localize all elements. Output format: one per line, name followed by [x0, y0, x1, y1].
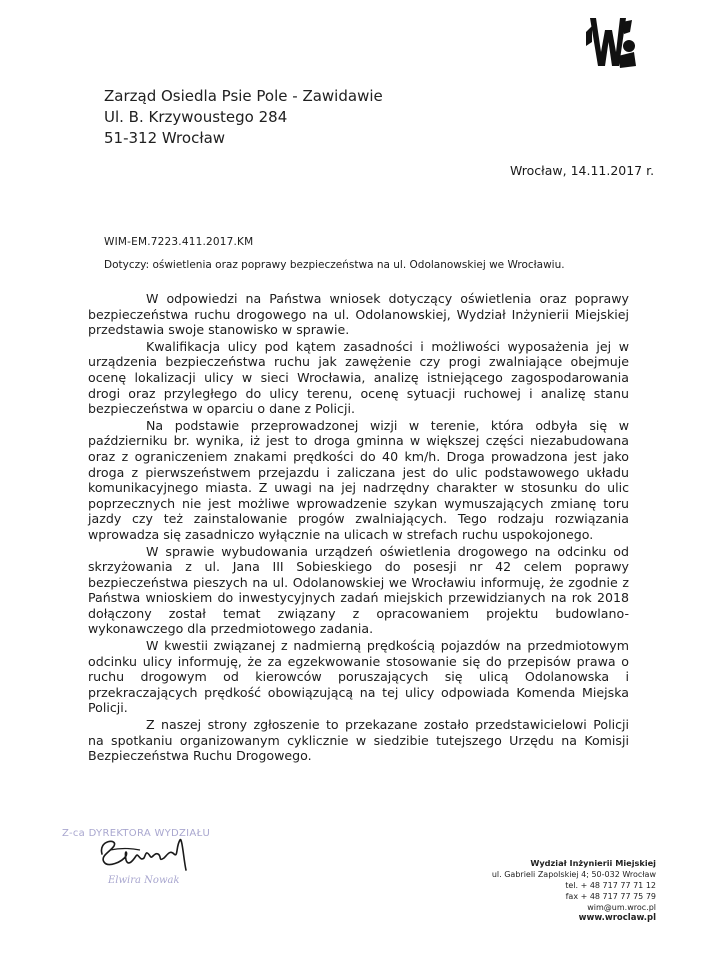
footer-department: Wydział Inżynierii Miejskiej — [530, 858, 656, 868]
reference-number: WIM-EM.7223.411.2017.KM — [104, 236, 254, 248]
footer-phone: tel. + 48 717 77 71 12 — [565, 881, 656, 890]
handwritten-signature-icon — [96, 832, 216, 874]
recipient-line-3: 51-312 Wrocław — [104, 129, 226, 147]
footer-email: wim@um.wroc.pl — [587, 903, 656, 912]
body-paragraph-1: W odpowiedzi na Państwa wniosek dotyczący oświetlenia oraz poprawy bezpieczeństwa ruchu drogowego na ul. Odolanowskiej, Wydział Inżynierii Miejskiej przedstawia swoje stanowisko w sprawie. — [88, 291, 629, 338]
recipient-line-1: Zarząd Osiedla Psie Pole - Zawidawie — [104, 87, 383, 105]
body-paragraph-2: Kwalifikacja ulicy pod kątem zasadności i możliwości wyposażenia jej w urządzenia bezpieczeństwa ruchu jak zawężenie czy progi zwalniające obejmuje ocenę lokalizacji ulicy w sieci Wrocławia, analizę istniejącego zagospodarowania drogi oraz przyległego do ulicy terenu, ocenę sytuacji ruchowej i analizę stanu bezpieczeństwa w oparciu o dane z Policji. — [88, 338, 629, 417]
footer-website: www.wroclaw.pl — [578, 913, 656, 923]
letter-body — [88, 291, 629, 765]
footer-contact — [470, 858, 656, 924]
body-paragraph-4: W sprawie wybudowania urządzeń oświetlenia drogowego na odcinku od skrzyżowania z ul. Jana III Sobieskiego do posesji nr 42 celem poprawy bezpieczeństwa pieszych na ul. Odolanowskiej we Wrocławiu informuję, że zgodnie z Państwa wnioskiem do inwestycyjnych zadań miejskich przewidzianych na rok 2018 dołączony został temat związany z opracowaniem projektu budowlano-wykonawczego dla przedmiotowego zadania. — [88, 543, 629, 637]
body-paragraph-5: W kwestii związanej z nadmierną prędkością pojazdów na przedmiotowym odcinku ulicy informuję, że za egzekwowanie stosowanie się do przepisów prawa o ruchu drogowym od kierowców poruszających się ulicą Odolanowska i przekraczających prędkość obowiązującą na tej ulicy odpowiada Komenda Miejska Policji. — [88, 638, 629, 716]
recipient-line-2: Ul. B. Krzywoustego 284 — [104, 108, 288, 126]
footer-fax: fax + 48 717 77 75 79 — [565, 892, 656, 901]
body-paragraph-6: Z naszej strony zgłoszenie to przekazane zostało przedstawicielowi Policji na spotkaniu organizowanym cyklicznie w siedzibie tutejszego Urzędu na Komisji Bezpieczeństwa Ruchu Drogowego. — [88, 717, 629, 764]
body-paragraph-3: Na podstawie przeprowadzonej wizji w terenie, która odbyła się w październiku br. wynika, iż jest to droga gminna w większej części niezabudowana oraz z ograniczeniem znakami prędkości do 40 km/h. Droga prowadzona jest jako droga z pierwszeństwem przejazdu i zaliczana jest do ulic podstawowego układu komunikacyjnego miasta. Z uwagi na jej nadrzędny charakter w stosunku do ulic poprzecznych nie jest możliwe wprowadzenie szykan wymuszających zmianę toru jazdy czy też zainstalowanie progów zwalniających. Tego rodzaju rozwiązania wprowadza się zasadniczo wyłącznie na ulicach w strefach ruchu uspokojonego. — [88, 417, 629, 542]
recipient-address — [104, 86, 383, 149]
signature-stamp-name: Elwira Nowak — [108, 875, 180, 886]
letter-date: Wrocław, 14.11.2017 r. — [510, 163, 655, 178]
letter-subject: Dotyczy: oświetlenia oraz poprawy bezpieczeństwa na ul. Odolanowskiej we Wrocławiu. — [104, 259, 565, 271]
footer-address: ul. Gabrieli Zapolskiej 4; 50-032 Wrocław — [491, 870, 656, 879]
wroclaw-logo-icon — [582, 12, 638, 72]
signature-stamp-title: Z-ca DYREKTORA WYDZIAŁU — [62, 828, 211, 839]
